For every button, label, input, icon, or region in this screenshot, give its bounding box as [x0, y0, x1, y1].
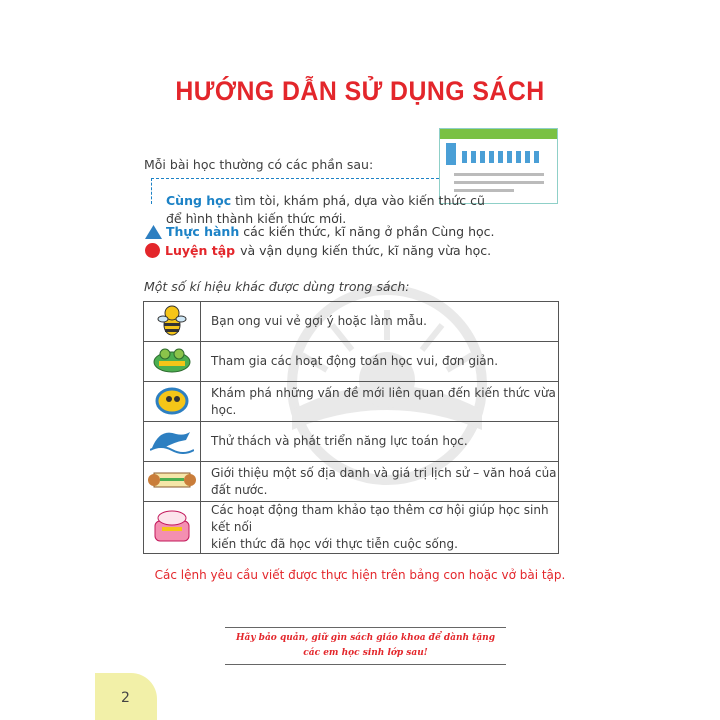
intro-text: Mỗi bài học thường có các phần sau:: [144, 157, 374, 172]
symbol-desc: Bạn ong vui vẻ gợi ý hoặc làm mẫu.: [201, 302, 559, 342]
red-circle-icon: [145, 243, 160, 258]
activity-icon: [144, 502, 201, 554]
symbols-heading: Một số kí hiệu khác được dùng trong sách:: [144, 279, 410, 294]
cung-hoc-text: tìm tòi, khám phá, dựa vào kiến thức cũ: [231, 193, 485, 208]
luyen-tap-line: [145, 243, 491, 258]
thuc-hanh-line: [145, 224, 495, 239]
symbols-table: [143, 301, 559, 554]
table-row: [144, 382, 559, 422]
cung-hoc-line: [166, 193, 485, 208]
luyen-tap-text: và vận dụng kiến thức, kĩ năng vừa học.: [240, 243, 492, 258]
bee-icon: [144, 302, 201, 342]
table-row: [144, 342, 559, 382]
thuc-hanh-text: các kiến thức, kĩ năng ở phần Cùng học.: [243, 224, 495, 239]
writing-note: Các lệnh yêu cầu viết được thực hiện trên bảng con hoặc vở bài tập.: [154, 568, 566, 582]
scroll-icon: [144, 462, 201, 502]
cung-hoc-label: Cùng học: [166, 193, 232, 208]
luyen-tap-label: Luyện tập: [165, 243, 236, 258]
table-row: [144, 462, 559, 502]
blue-triangle-icon: [145, 225, 162, 239]
symbol-desc: Các hoạt động tham khảo tạo thêm cơ hội giúp học sinh kết nối kiến thức đã học với thực tiễn cuộc sống.: [201, 502, 559, 554]
symbol-desc: Khám phá những vấn đề mới liên quan đến kiến thức vừa học.: [201, 382, 559, 422]
page-title: HƯỚNG DẪN SỬ DỤNG SÁCH: [175, 76, 545, 106]
footer-preservation-note: Hãy bảo quản, giữ gìn sách giáo khoa để dành tặng các em học sinh lớp sau!: [225, 627, 506, 665]
discovery-icon: [144, 382, 201, 422]
table-row: [144, 302, 559, 342]
page-number: 2: [121, 690, 130, 706]
frog-play-icon: [144, 342, 201, 382]
table-row: [144, 502, 559, 554]
symbol-desc: Giới thiệu một số địa danh và giá trị lịch sử – văn hoá của đất nước.: [201, 462, 559, 502]
dolphin-icon: [144, 422, 201, 462]
thuc-hanh-label: Thực hành: [166, 224, 240, 239]
symbol-desc: Tham gia các hoạt động toán học vui, đơn giản.: [201, 342, 559, 382]
cung-hoc-line-2: để hình thành kiến thức mới.: [166, 211, 347, 226]
connector-line: [151, 178, 439, 179]
connector-line-vertical: [151, 178, 152, 204]
table-row: [144, 422, 559, 462]
symbol-desc: Thử thách và phát triển năng lực toán học.: [201, 422, 559, 462]
